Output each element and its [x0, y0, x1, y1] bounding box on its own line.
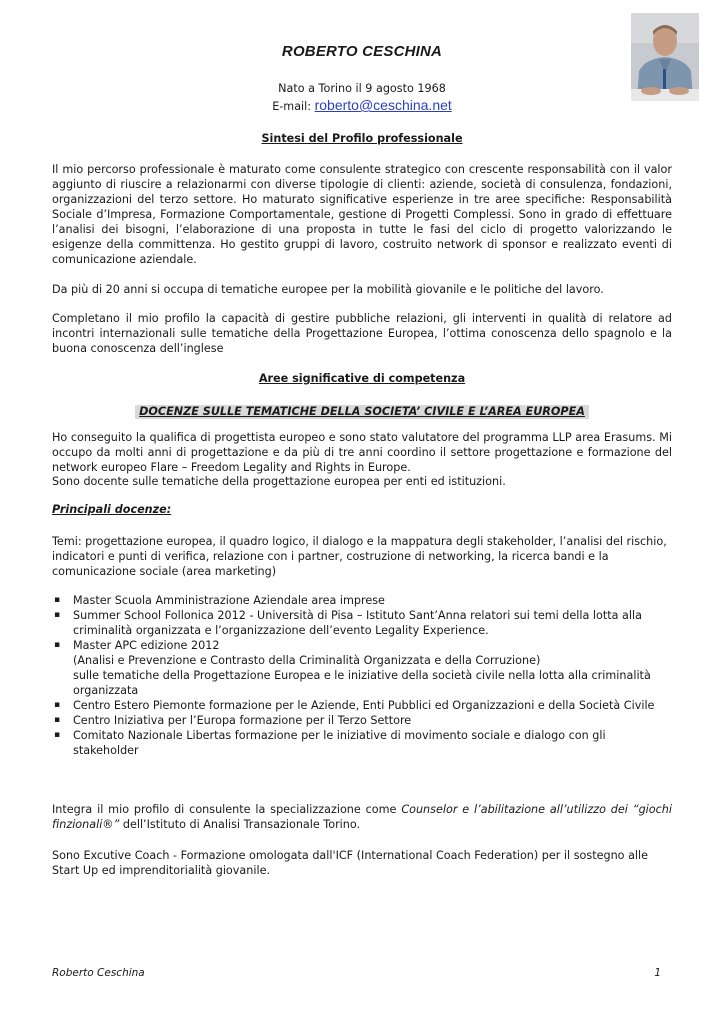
teaching-themes: Temi: progettazione europea, il quadro logico, il dialogo e la mappatura degli stakeholder, l’analisi del rischio, indicatori e punti di verifica, relazione con i partner, costruzione di networking, la ricerca bandi e la comunicazione sociale (area marketing) [52, 535, 667, 578]
list-item [52, 698, 672, 713]
list-item [52, 728, 672, 758]
list-item [52, 608, 672, 638]
bullet-square-icon: ▪ [54, 640, 61, 650]
email-label: E-mail: [272, 100, 315, 113]
teaching-banner-text: DOCENZE SULLE TEMATICHE DELLA SOCIETA’ CIVILE E L’AREA EUROPEA [135, 405, 589, 419]
counselor-emphasis: Counselor e l’abilitazione all’utilizzo dei “giochi finzionali®” [52, 803, 672, 831]
profile-paragraph-3: Completano il mio profilo la capacità di gestire pubbliche relazioni, gli interventi in qualità di relatore ad incontri internazionali sulle tematiche della Progettazione Europea, l’ottima conoscenza dello spagnolo e la buona conoscenza dell’inglese [52, 312, 672, 355]
email-link[interactable]: roberto@ceschina.net [314, 97, 452, 113]
bullet-square-icon: ▪ [54, 595, 61, 605]
bullet-square-icon: ▪ [54, 610, 61, 620]
list-item-text: Centro Iniziativa per l’Europa formazione per il Terzo Settore [73, 714, 412, 727]
coach-paragraph: Sono Excutive Coach - Formazione omologata dall'ICF (International Coach Federation) per il sostegno alle Start Up ed imprenditorialità giovanile. [52, 849, 649, 877]
teaching-banner [0, 400, 724, 419]
bullet-square-icon: ▪ [54, 715, 61, 725]
list-item-text: Summer School Follonica 2012 - Università di Pisa – Istituto Sant’Anna relatori sui temi della lotta alla criminalità organizzata e l’organizzazione dell’evento Legality Experience. [73, 609, 642, 637]
list-item-text: Master Scuola Amministrazione Aziendale area imprese [73, 594, 385, 607]
bullet-square-icon: ▪ [54, 730, 61, 740]
bullet-square-icon: ▪ [54, 700, 61, 710]
competence-paragraph-1: Ho conseguito la qualifica di progettista europeo e sono stato valutatore del programma LLP area Erasums. Mi occupo da molti anni di progettazione e da più di tre anni coordino il settore progettazione e formazione del network europeo Flare – Freedom Legality and Rights in Europe. [52, 431, 672, 474]
counselor-text: Integra il mio profilo di consulente la specializzazione come [52, 803, 402, 816]
list-item-text: Centro Estero Piemonte formazione per le Aziende, Enti Pubblici ed Organizzazioni e della Società Civile [73, 699, 655, 712]
counselor-text-end: dell’Istituto di Analisi Transazionale Torino. [119, 818, 361, 831]
list-item-subtext: (Analisi e Prevenzione e Contrasto della Criminalità Organizzata e della Corruzione) [73, 654, 541, 667]
profile-paragraph-2: Da più di 20 anni si occupa di tematiche europee per la mobilità giovanile e le politiche del lavoro. [52, 283, 604, 296]
counselor-paragraph [52, 802, 672, 832]
competence-paragraph-2: Sono docente sulle tematiche della progettazione europea per enti ed istituzioni. [52, 475, 506, 488]
footer-author: Roberto Ceschina [52, 967, 145, 979]
page-number: 1 [654, 967, 661, 979]
list-item [52, 638, 672, 698]
candidate-name: ROBERTO CESCHINA [281, 43, 443, 60]
birth-info: Nato a Torino il 9 agosto 1968 [278, 82, 446, 95]
list-item-subtext: sulle tematiche della Progettazione Europea e le iniziative della società civile nella lotta alla criminalità organizzata [73, 669, 651, 697]
profile-paragraph-1: Il mio percorso professionale è maturato come consulente strategico con crescente responsabilità con il valor aggiunto di riuscire a relazionarmi con diverse tipologie di clienti: aziende, società di consulenza, fondazioni, organizzazioni del terzo settore. Ho maturato significative esperienze in tre aree specifiche: Responsabilità Sociale d’Impresa, Formazione Comportamentale, gestione di Progetti Complessi. Sono in grado di effettuare l’analisi dei bisogni, l’elaborazione di una proposta in tutte le fasi del ciclo di progetto valorizzando le esigenze della committenza. Ho gestito gruppi di lavoro, costruito network di sponsor e realizzato eventi di comunicazione aziendale. [52, 163, 672, 266]
teaching-subheading: Principali docenze: [52, 503, 172, 516]
list-item [52, 593, 672, 608]
list-item-text: Master APC edizione 2012 [73, 639, 220, 652]
teaching-list [52, 593, 672, 758]
list-item-text: Comitato Nazionale Libertas formazione per le iniziative di movimento sociale e dialogo con gli stakeholder [73, 729, 606, 757]
email-line [0, 97, 724, 113]
profile-heading: Sintesi del Profilo professionale [261, 132, 463, 145]
competence-heading: Aree significative di competenza [258, 372, 466, 385]
list-item [52, 713, 672, 728]
